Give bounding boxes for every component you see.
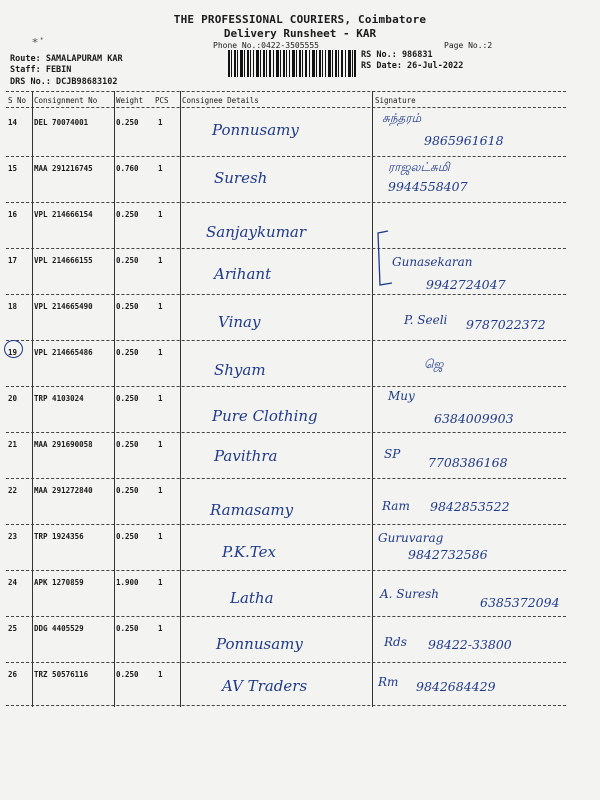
row-sno: 24 [8,578,18,587]
table-row [6,295,566,341]
row-sno: 14 [8,118,18,127]
row-weight: 0.250 [116,256,139,265]
row-consignment: TRP 1924356 [34,532,84,541]
row-sno: 26 [8,670,18,679]
table-row [6,479,566,525]
row-pcs: 1 [158,394,163,403]
consignee-phone: 9942724047 [426,277,506,292]
row-weight: 0.250 [116,348,139,357]
table-row [6,433,566,479]
consignee-name: Pavithra [214,447,278,465]
consignee-name: Ramasamy [210,501,294,519]
row-consignment: VPL 214665490 [34,302,93,311]
consignee-name: Ponnusamy [216,635,303,653]
row-pcs: 1 [158,532,163,541]
row-weight: 1.900 [116,578,139,587]
table-row [6,249,566,295]
header-pcs: PCS [155,96,169,105]
signature: A. Suresh [380,587,439,601]
drs-number: DRS No.: DCJB98683102 [10,77,118,87]
signature: Gunasekaran [392,255,473,269]
row-consignment: MAA 291272840 [34,486,93,495]
signature: P. Seeli [404,313,448,327]
row-weight: 0.250 [116,532,139,541]
header-consignee: Consignee Details [182,96,259,105]
consignee-name: Shyam [214,361,266,379]
signature: சுந்தரம் [382,111,422,125]
row-weight: 0.250 [116,210,139,219]
row-consignment: MAA 291690058 [34,440,93,449]
row-consignment: VPL 214666155 [34,256,93,265]
row-pcs: 1 [158,348,163,357]
consignee-name: Ponnusamy [212,121,299,139]
consignee-name: Latha [230,589,274,607]
page-number: Page No.:2 [444,41,493,50]
consignee-name: Vinay [218,313,261,331]
table-row [6,203,566,249]
consignee-phone: 6384009903 [434,411,514,426]
row-pcs: 1 [158,486,163,495]
row-pcs: 1 [158,256,163,265]
row-sno: 22 [8,486,18,495]
table-row [6,157,566,203]
consignee-phone: 6385372094 [480,595,560,610]
row-consignment: DDG 4405529 [34,624,84,633]
row-pcs: 1 [158,302,163,311]
rs-date: RS Date: 26-Jul-2022 [361,61,464,71]
row-weight: 0.250 [116,118,139,127]
route-label: Route: SAMALAPURAM KAR [10,54,123,64]
row-weight: 0.250 [116,624,139,633]
signature: Ram [382,499,410,513]
consignee-name: Pure Clothing [212,407,318,425]
barcode [228,50,356,77]
bracket-mark [374,229,414,289]
table-row [6,387,566,433]
row-weight: 0.250 [116,394,139,403]
header-sno: S No [8,96,27,105]
consignee-phone: 7708386168 [428,455,508,470]
row-sno: 23 [8,532,18,541]
consignee-phone: 9865961618 [424,133,504,148]
row-weight: 0.250 [116,440,139,449]
row-consignment: MAA 291216745 [34,164,93,173]
signature: Rds [384,635,407,649]
row-weight: 0.760 [116,164,139,173]
consignee-phone: 9787022372 [466,317,546,332]
document-subtitle: Delivery Runsheet - KAR [223,27,377,40]
header-signature: Signature [375,96,416,105]
row-consignment: VPL 214665486 [34,348,93,357]
signature: SP [384,447,401,461]
consignee-name: Arihant [214,265,272,283]
row-pcs: 1 [158,440,163,449]
consignee-phone: 9842732586 [408,547,488,562]
row-weight: 0.250 [116,486,139,495]
table-row [6,571,566,617]
row-pcs: 1 [158,624,163,633]
signature: Rm [378,675,399,689]
header-rule [6,107,566,108]
table-row [6,525,566,571]
ink-smudge: ⁎· [32,32,46,46]
row-consignment: APK 1270859 [34,578,84,587]
row-pcs: 1 [158,118,163,127]
row-sno: 15 [8,164,18,173]
signature: ஜெ [424,357,444,371]
row-weight: 0.250 [116,670,139,679]
rs-number: RS No.: 986831 [361,50,433,60]
signature: Muy [388,389,415,403]
row-sno: 20 [8,394,18,403]
row-pcs: 1 [158,578,163,587]
row-consignment: DEL 70074001 [34,118,89,127]
row-sno: 17 [8,256,18,265]
consignee-name: AV Traders [222,677,308,695]
row-sno: 19 [8,348,18,357]
row-sno: 21 [8,440,18,449]
row-consignment: VPL 214666154 [34,210,93,219]
header-consignment: Consignment No [34,96,98,105]
table-row [6,663,566,709]
staff-label: Staff: FEBIN [10,65,72,75]
row-pcs: 1 [158,670,163,679]
signature: ராஜலட்சுமி [388,160,450,174]
row-pcs: 1 [158,164,163,173]
consignee-name: Sanjaykumar [206,223,307,241]
consignee-phone: 98422-33800 [428,637,512,652]
row-consignment: TRP 4103024 [34,394,84,403]
row-weight: 0.250 [116,302,139,311]
table-row [6,341,566,387]
phone-number: Phone No.:0422-3505555 [213,41,319,50]
table-bottom-rule [6,705,566,706]
row-sno: 18 [8,302,18,311]
consignee-phone: 9842684429 [416,679,496,694]
consignee-name: Suresh [214,169,268,187]
consignee-phone: 9842853522 [430,499,510,514]
table-row [6,617,566,663]
consignee-phone: 9944558407 [388,179,468,194]
row-pcs: 1 [158,210,163,219]
consignee-name: P.K.Tex [222,543,276,561]
table-top-rule [6,91,566,92]
runsheet-table [6,91,566,707]
row-consignment: TRZ 50576116 [34,670,89,679]
row-sno: 25 [8,624,18,633]
table-row [6,111,566,157]
document-title: THE PROFESSIONAL COURIERS, Coimbatore [173,13,427,26]
header-weight: Weight [116,96,144,105]
signature: Guruvarag [378,531,444,545]
row-sno: 16 [8,210,18,219]
